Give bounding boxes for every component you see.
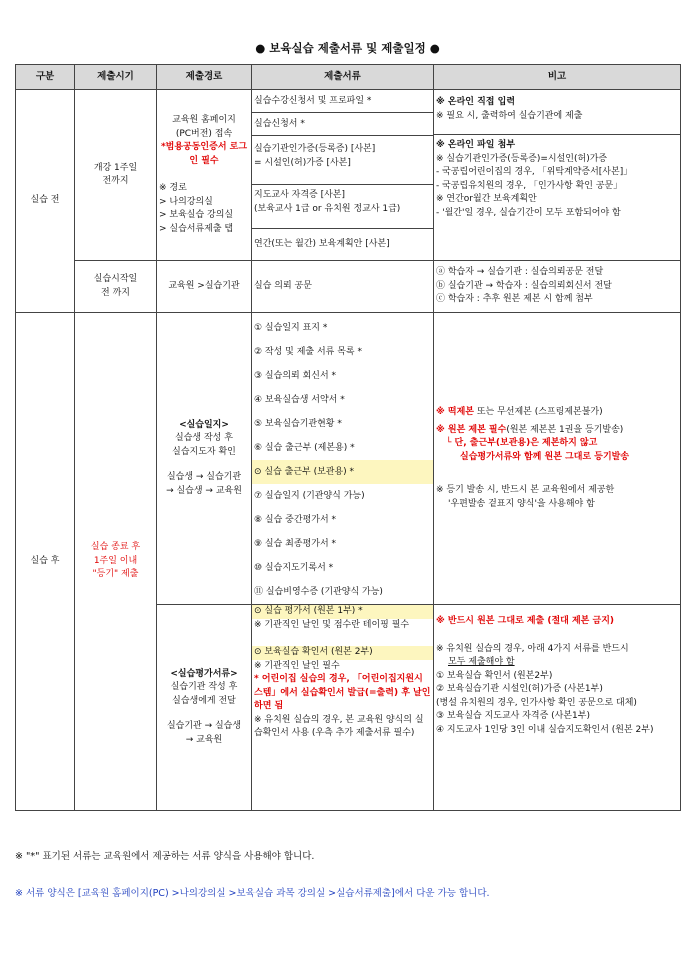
remark-line: ⓐ 학습자 → 실습기관 : 실습의뢰공문 전달 (436, 267, 604, 278)
doc-item: 실습신청서 * (252, 112, 433, 135)
route-path-step: > 나의강의실 (159, 196, 213, 207)
period-line: 개강 1주일 (93, 162, 138, 173)
documents-cell (252, 90, 434, 261)
doc-item: ③ 실습의뢰 회신서 * (254, 371, 337, 381)
period-cell (75, 90, 157, 261)
remark-line: '우편발송 겉표지 양식'을 사용해야 함 (448, 498, 595, 509)
remark-line: - 국공립유치원의 경우, 「인가사항 확인 공문」 (436, 180, 623, 191)
period-line: "등기" 제출 (92, 569, 139, 580)
remark-line: 또는 무선제본 (스프링제본불가) (473, 407, 603, 417)
remark-line: ※ 온라인 직접 입력 (436, 97, 516, 107)
remark-line: 실습평가서류와 함께 원본 그대로 등기발송 (460, 451, 630, 462)
period-cell (75, 261, 157, 313)
table-header-row (16, 65, 681, 90)
remark-line: └ 단, 출근부(보관용)은 제본하지 않고 (446, 438, 598, 448)
table-row (16, 90, 681, 261)
header-route: 제출경로 (157, 65, 252, 90)
route-line: 실습지도자 확인 (172, 446, 236, 457)
route-title: <실습일지> (179, 419, 229, 430)
submission-table (15, 64, 681, 811)
doc-item: ※ 유치원 실습의 경우, 본 교육원 양식의 실습확인서 사용 (우측 추가 제출서류 필수) (254, 714, 424, 738)
doc-item: 실습 의뢰 공문 (252, 261, 434, 313)
remark-line: ※ 연간or월간 보육계획안 (436, 194, 537, 204)
doc-item: ⑥ 실습 출근부 (제본용) * (254, 443, 355, 453)
period-line: 실습시작일 (93, 274, 138, 284)
remarks-cell (434, 313, 681, 605)
remark-line: ③ 보육실습 지도교사 자격증 (사본1부) (436, 711, 590, 721)
doc-item: ① 실습일지 표지 * (254, 323, 328, 333)
doc-item-highlight: ⊙ 실습 출근부 (보관용) * (252, 460, 433, 484)
period-line: 전까지 (102, 176, 129, 186)
route-line: 실습생 작성 후 (175, 433, 233, 444)
remark-line: - '월간'일 경우, 실습기간이 모두 포함되어야 함 (436, 207, 621, 218)
remark-line: ※ 반드시 원본 그대로 제출 (절대 제본 금지) (436, 616, 615, 626)
period-line: 실습 종료 후 (90, 542, 141, 553)
route-path-step: > 실습서류제출 탭 (159, 223, 234, 234)
doc-item: ⑨ 실습 최종평가서 * (254, 539, 337, 549)
doc-item: ※ 기관직인 날인 필수 (254, 660, 340, 671)
remark-line: ※ 떡제본 (436, 407, 474, 417)
doc-item: ⑪ 실습비영수증 (기관양식 가능) (254, 587, 383, 597)
table-row (16, 313, 681, 605)
period-line: 1주일 이내 (93, 555, 138, 566)
documents-cell (252, 605, 434, 811)
footnote-form-path: ※ 서류 양식은 [교육원 홈페이지(PC) >나의강의실 >보육실습 과목 강의실 >실습서류제출]에서 다운 가능 합니다. (15, 888, 490, 899)
documents-cell (252, 313, 434, 605)
remarks-cell (434, 261, 681, 313)
route-line: 실습생에게 전달 (172, 695, 236, 706)
remark-line: (병설 유치원의 경우, 인가사항 확인 공문으로 대체) (436, 697, 637, 708)
remark-line: ※ 원본 제본 필수 (436, 424, 507, 435)
route-line: (PC버전) 접속 (175, 128, 233, 139)
doc-item: ⑦ 실습일지 (기관양식 가능) (254, 491, 365, 501)
route-path-label: ※ 경로 (159, 183, 187, 193)
doc-item: ⑩ 실습지도기록서 * (254, 563, 334, 573)
page-title: ● 보육실습 제출서류 및 제출일정 ● (255, 41, 440, 55)
doc-item: ⑤ 보육실습기관현황 * (254, 419, 342, 429)
header-period: 제출시기 (75, 65, 157, 90)
remarks-cell (434, 605, 681, 811)
doc-item: ④ 보육실습생 서약서 * (254, 395, 345, 405)
route-flow: 실습기관 → 실습생 (166, 721, 242, 732)
category-after: 실습 후 (16, 313, 75, 811)
remark-line: ※ 유치원 실습의 경우, 아래 4가지 서류를 반드시 (436, 643, 629, 654)
doc-item: 연간(또는 월간) 보육계획안 [사본] (252, 228, 433, 259)
category-before: 실습 전 (16, 90, 75, 313)
header-category: 구분 (16, 65, 75, 90)
doc-item-highlight: ⊙ 보육실습 확인서 (원본 2부) (252, 646, 433, 660)
remark-line: ※ 등기 발송 시, 반드시 본 교육원에서 제공한 (436, 485, 615, 495)
header-documents: 제출서류 (252, 65, 434, 90)
doc-item: * 어린이집 실습의 경우, 「어린이집지원시스템」에서 실습확인서 발급(=출력) 후 날인하면 됨 (254, 674, 431, 711)
header-remarks: 비고 (434, 65, 681, 90)
footnote-asterisk: ※ "*" 표기된 서류는 교육원에서 제공하는 서류 양식을 사용해야 합니다. (15, 851, 315, 862)
route-line: 교육원 홈페이지 (172, 115, 236, 125)
remark-line: ⓒ 학습자 : 추후 원본 제본 시 함께 첨부 (436, 294, 593, 305)
route-line: 실습기관 작성 후 (170, 682, 238, 693)
remark-line: - 국공립어린이집의 경우, 「위탁계약증서[사본]」 (436, 167, 633, 177)
table-row (16, 261, 681, 313)
remark-line: (원본 제본본 1권을 등기발송) (506, 424, 624, 435)
period-line: 전 까지 (101, 287, 130, 298)
doc-item: ※ 기관직인 날인 및 점수란 테이핑 필수 (254, 619, 410, 630)
doc-item: 지도교사 자격증 [사본] (254, 190, 345, 200)
route-path-step: > 보육실습 강의실 (159, 210, 234, 220)
route-flow: 실습생 → 실습기관 (166, 472, 242, 483)
certificate-login-note: *범용공동인증서 로그인 필수 (160, 142, 248, 166)
remark-line: ⓑ 실습기관 → 학습자 : 실습의뢰회신서 전달 (436, 280, 612, 291)
doc-item: ⑧ 실습 중간평가서 * (254, 515, 337, 525)
remarks-cell (434, 90, 681, 261)
doc-item: = 시설인(허)가증 [사본] (254, 157, 351, 168)
remark-line: ① 보육실습 확인서 (원본2부) (436, 670, 553, 681)
doc-item: ② 작성 및 제출 서류 목록 * (254, 347, 362, 357)
doc-item: 실습수강신청서 및 프로파일 * (254, 96, 372, 106)
doc-item: (보육교사 1급 or 유치원 정교사 1급) (254, 203, 401, 214)
route-flow: → 교육원 (185, 734, 223, 745)
remark-line: ② 보육실습기관 시설인(허)가증 (사본1부) (436, 684, 603, 694)
remark-line: ※ 온라인 파일 첨부 (436, 140, 516, 150)
route-cell (157, 313, 252, 605)
remark-line: 모두 제출해야 함 (448, 657, 515, 667)
route-title: <실습평가서류> (170, 668, 238, 679)
period-cell (75, 313, 157, 811)
route-cell: 교육원 >실습기관 (157, 261, 252, 313)
doc-item-highlight: ⊙ 실습 평가서 (원본 1부) * (252, 605, 433, 619)
remark-line: ※ 실습기관인가증(등록증)=시설인(허)가증 (436, 153, 608, 164)
route-flow: → 실습생 → 교육원 (166, 485, 242, 496)
route-cell (157, 605, 252, 811)
route-cell (157, 90, 252, 261)
remark-line: ④ 지도교사 1인당 3인 이내 실습지도확인서 (원본 2부) (436, 724, 654, 735)
doc-item: 실습기관인가증(등록증) [사본] (254, 144, 376, 154)
remark-line: ※ 필요 시, 출력하여 실습기관에 제출 (436, 110, 583, 121)
